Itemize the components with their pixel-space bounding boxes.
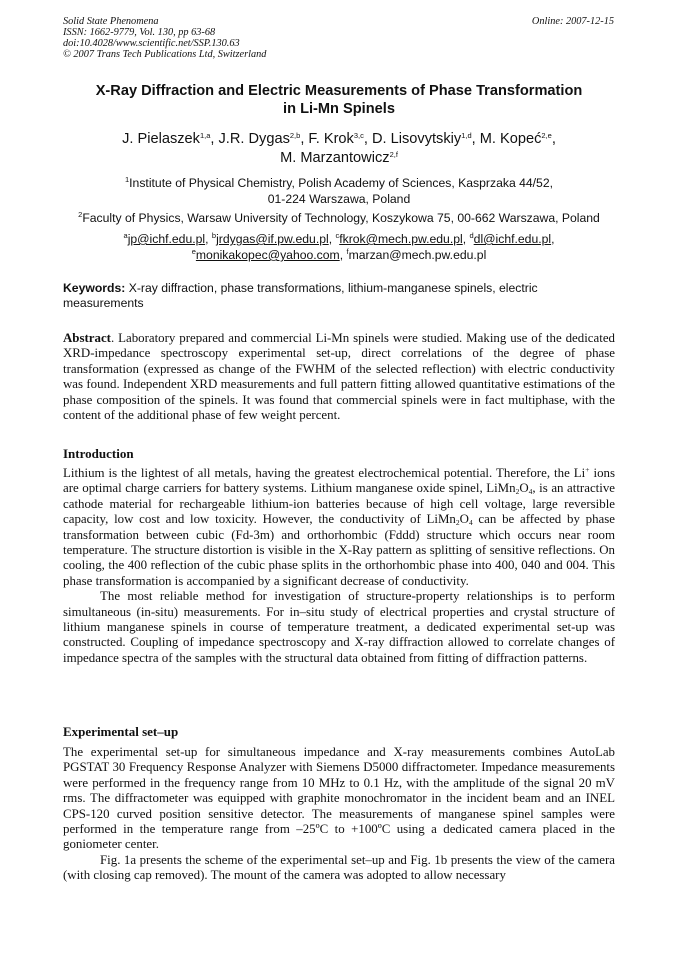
- subscript: 4: [468, 518, 473, 528]
- paragraph: The most reliable method for investigation of structure-property relationships is to perform simultaneous (in-situ) measurements. For in–situ study of electrical properties and crystal structure of lithium manganese spinels in course of temperature treatment, a dedicated experimental set-up was constructed. Coupling of impedance spectroscopy and X-ray diffraction allowed to correlate changes of impedance spectra of the samples with the structural data obtained from fitting of diffraction patterns.: [63, 589, 615, 665]
- keywords: [63, 281, 615, 311]
- author-name: , D. Lisovytskiy: [363, 131, 462, 147]
- author-affil-sup: 2,b: [289, 131, 301, 140]
- author-name: J. Pielaszek: [122, 131, 200, 147]
- copyright-line: © 2007 Trans Tech Publications Ltd, Switzerland: [63, 49, 267, 60]
- author-separator: ,: [551, 131, 556, 147]
- journal-name: Solid State Phenomena: [63, 16, 159, 27]
- author-affil-sup: 2,e: [541, 131, 552, 140]
- text-run: can be affected by phase transformation between cubic (Fd-3m) and orthorhombic (Fddd) structure which occurs near room temperature. The structure distortion is visible in the X-Ray pattern as splitting of sensitive reflections. On cooling, the 400 reflection of the cubic phase splits in the orthorhombic phase into 400, 040 and 004. This phase transformation is accompanied by a significant decrease of conductivity.: [63, 512, 615, 588]
- experimental-body: [63, 745, 615, 884]
- keywords-text: X-ray diffraction, phase transformations, lithium-manganese spinels, electric measurements: [63, 281, 538, 310]
- email-link[interactable]: jrdygas@if.pw.edu.pl: [216, 232, 329, 246]
- email-separator: ,: [462, 232, 470, 246]
- affil-text: Faculty of Physics, Warsaw University of Technology, Koszykowa 75, 00-662 Warszawa, Poland: [82, 211, 600, 225]
- author-line-1: [63, 130, 615, 149]
- issn-line: ISSN: 1662-9779, Vol. 130, pp 63-68: [63, 27, 216, 38]
- email-sup: b: [211, 231, 217, 240]
- author-affil-sup: 1,d: [461, 131, 472, 140]
- affil-text: Institute of Physical Chemistry, Polish Academy of Sciences, Kasprzaka 44/52,: [129, 176, 553, 190]
- email-sup: f: [346, 247, 349, 256]
- author-name: , J.R. Dygas: [210, 131, 290, 147]
- email-link[interactable]: fkrok@mech.pw.edu.pl: [339, 232, 463, 246]
- paper-title: [63, 82, 615, 118]
- section-heading-experimental: Experimental set–up: [63, 724, 179, 739]
- title-line-1: X-Ray Diffraction and Electric Measurements of Phase Transformation: [95, 83, 583, 99]
- text-run: Lithium is the lightest of all metals, having the greatest electrochemical potential. Therefore, the Li: [63, 466, 586, 480]
- affiliation-1: [63, 175, 615, 207]
- affiliation-2: [63, 210, 615, 226]
- keywords-label: Keywords:: [63, 281, 126, 295]
- affil-number: 2: [78, 210, 83, 219]
- email-separator: ,: [339, 248, 347, 262]
- email-list: [63, 231, 615, 263]
- affil-number: 1: [125, 175, 130, 184]
- author-list: [63, 130, 615, 168]
- email-sup: e: [191, 247, 196, 256]
- email-link[interactable]: monikakopec@yahoo.com: [195, 248, 340, 262]
- text-run: O: [519, 481, 529, 496]
- paragraph: [63, 466, 615, 589]
- superscript: +: [585, 465, 590, 474]
- author-affil-sup: 3,c: [353, 131, 364, 140]
- abstract: [63, 331, 615, 423]
- paragraph: The experimental set-up for simultaneous impedance and X-ray measurements combines AutoLab PGSTAT 30 Frequency Response Analyzer with Siemens D5000 diffractometer. Impedance measurements were performed in the frequency range from 10 MHz to 0.1 Hz, with the amplitude of the signal 20 mV rms. The diffractometer was equipped with graphite monochromator in the incident beam and an INEL CPS-120 curved position sensitive detector. The measurements of manganese spinel samples were performed in the temperature range from –25ºC to +100ºC using a dedicated camera placed in the goniometer center.: [63, 745, 615, 852]
- title-line-2: in Li-Mn Spinels: [283, 101, 395, 117]
- author-name: M. Marzantowicz: [280, 150, 390, 166]
- email-sup: d: [469, 231, 474, 240]
- email-link[interactable]: marzan@mech.pw.edu.pl: [348, 248, 487, 262]
- subscript: 2: [515, 487, 520, 497]
- subscript: 4: [528, 487, 533, 497]
- email-link[interactable]: dl@ichf.edu.pl: [473, 232, 552, 246]
- doi-line: doi:10.4028/www.scientific.net/SSP.130.63: [63, 38, 240, 49]
- paragraph: Fig. 1a presents the scheme of the experimental set–up and Fig. 1b presents the view of the camera (with closing cap removed). The mount of the camera was adopted to allow necessary: [63, 852, 615, 883]
- text-run: O: [459, 512, 469, 527]
- online-date: Online: 2007-12-15: [531, 16, 614, 27]
- affil-text: 01-224 Warszawa, Poland: [267, 192, 411, 206]
- author-line-2: [63, 149, 615, 168]
- journal-header: [63, 16, 266, 60]
- email-sup: c: [335, 231, 340, 240]
- author-affil-sup: 2,f: [389, 150, 398, 159]
- email-separator: ,: [205, 232, 212, 246]
- subscript: 2: [455, 518, 460, 528]
- text-run: , is an attractive cathode material for rechargeable lithium-ion batteries because of high cell voltage, large reversible capacity, low cost and low toxicity. However, the conductivity of LiMn: [63, 481, 615, 527]
- email-link[interactable]: jp@ichf.edu.pl: [127, 232, 206, 246]
- author-affil-sup: 1,a: [199, 131, 211, 140]
- author-name: , M. Kopeć: [471, 131, 542, 147]
- author-name: , F. Krok: [300, 131, 354, 147]
- section-heading-introduction: Introduction: [63, 446, 134, 461]
- email-separator: ,: [551, 232, 555, 246]
- abstract-label: Abstract: [63, 331, 111, 345]
- abstract-text: . Laboratory prepared and commercial Li-Mn spinels were studied. Making use of the dedicated XRD-impedance spectroscopy experimental set-up, direct correlations of the degree of phase transformation (expressed as change of the FWHM of the selected reflection) with electric conductivity was found. Independent XRD measurements and full pattern fitting allowed quantitative estimations of the phase composition of the spinels. It was found that commercial spinels were in fact multiphase, with the content of the additional phase of few weight percent.: [63, 331, 615, 423]
- email-separator: ,: [328, 232, 336, 246]
- introduction-body: [63, 466, 615, 666]
- email-sup: a: [123, 231, 128, 240]
- text-run: ions are optimal charge carriers for battery systems. Lithium manganese oxide spinel, LiMn: [63, 466, 615, 496]
